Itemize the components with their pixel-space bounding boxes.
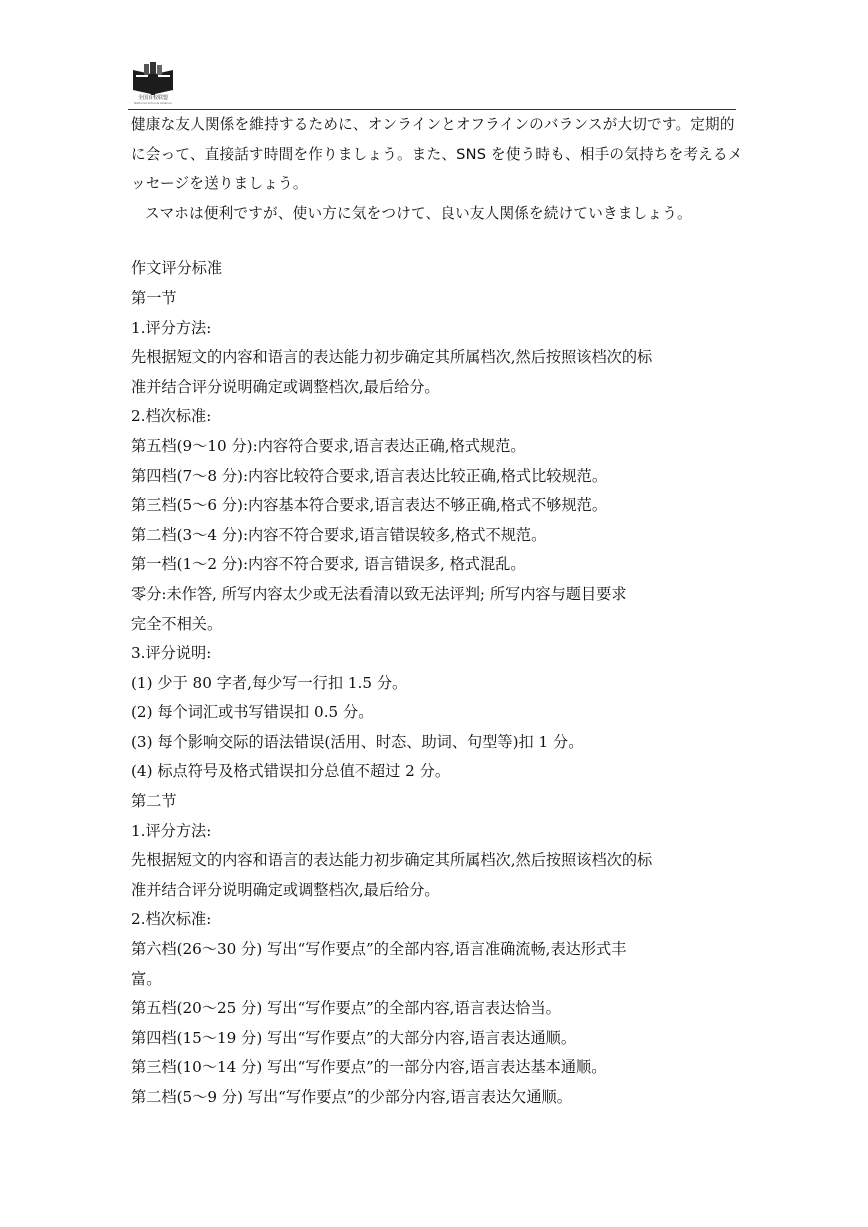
page-header [128,62,736,110]
level-line: 第二档(3～4 分):内容不符合要求,语言错误较多,格式不规范。 [131,525,547,544]
note-line: (3) 每个影响交际的语法错误(活用、时态、助词、句型等)扣 1 分。 [131,732,584,751]
note-line: (1) 少于 80 字者,每少写一行扣 1.5 分。 [131,673,408,692]
note-line: (4) 标点符号及格式错误扣分总值不超过 2 分。 [131,762,451,781]
levels-heading: 2.档次标准: [131,910,212,929]
japanese-line: ッセージを送りましょう。 [131,175,308,193]
method-line: 先根据短文的内容和语言的表达能力初步确定其所属档次,然后按照该档次的标 [131,851,653,870]
level-line: 第四档(15～19 分) 写出“写作要点”的大部分内容,语言表达通顺。 [131,1028,577,1047]
method-line: 准并结合评分说明确定或调整档次,最后给分。 [131,880,440,899]
level-line: 第五档(20～25 分) 写出“写作要点”的全部内容,语言表达恰当。 [131,999,561,1018]
japanese-line: に会って、直接話す時間を作りましょう。また、SNS を使う時も、相手の気持ちを考えるメ [131,145,743,163]
level-line: 第二档(5～9 分) 写出“写作要点”的少部分内容,语言表达欠通顺。 [131,1088,572,1106]
logo-text: 全国百校联盟 [137,95,168,101]
zero-score-line: 完全不相关。 [131,614,223,633]
section-heading: 第二节 [131,792,177,811]
level-line: 第三档(10～14 分) 写出“写作要点”的一部分内容,语言表达基本通顺。 [131,1058,607,1077]
logo-subtext: National Schools Alliance [134,101,172,105]
notes-heading: 3.评分说明: [131,644,212,663]
level-line: 第六档(26～30 分) 写出“写作要点”的全部内容,语言准确流畅,表达形式丰 [131,940,627,959]
level-line: 第五档(9～10 分):内容符合要求,语言表达正确,格式规范。 [131,436,526,455]
level-line: 第一档(1～2 分):内容不符合要求, 语言错误多, 格式混乱。 [131,555,526,574]
method-heading: 1.评分方法: [131,318,212,337]
method-heading: 1.评分方法: [131,821,212,840]
criteria-title: 作文评分标准 [131,259,223,278]
level-line: 富。 [131,969,162,988]
method-line: 准并结合评分说明确定或调整档次,最后给分。 [131,377,440,396]
level-line: 第三档(5～6 分):内容基本符合要求,语言表达不够正确,格式不够规范。 [131,496,608,515]
japanese-line: スマホは便利ですが、使い方に気をつけて、良い友人関係を続けていきましょう。 [145,204,692,222]
method-line: 先根据短文的内容和语言的表达能力初步确定其所属档次,然后按照该档次的标 [131,348,653,367]
japanese-line: 健康な友人関係を維持するために、オンラインとオフラインのバランスが大切です。定期的 [131,116,735,133]
level-line: 第四档(7～8 分):内容比较符合要求,语言表达比较正确,格式比较规范。 [131,466,608,485]
note-line: (2) 每个词汇或书写错误扣 0.5 分。 [131,703,374,722]
document-body [131,110,741,1113]
section-heading: 第一节 [131,288,177,307]
zero-score-line: 零分:未作答, 所写内容太少或无法看清以致无法评判; 所写内容与题目要求 [131,584,627,603]
levels-heading: 2.档次标准: [131,407,212,426]
